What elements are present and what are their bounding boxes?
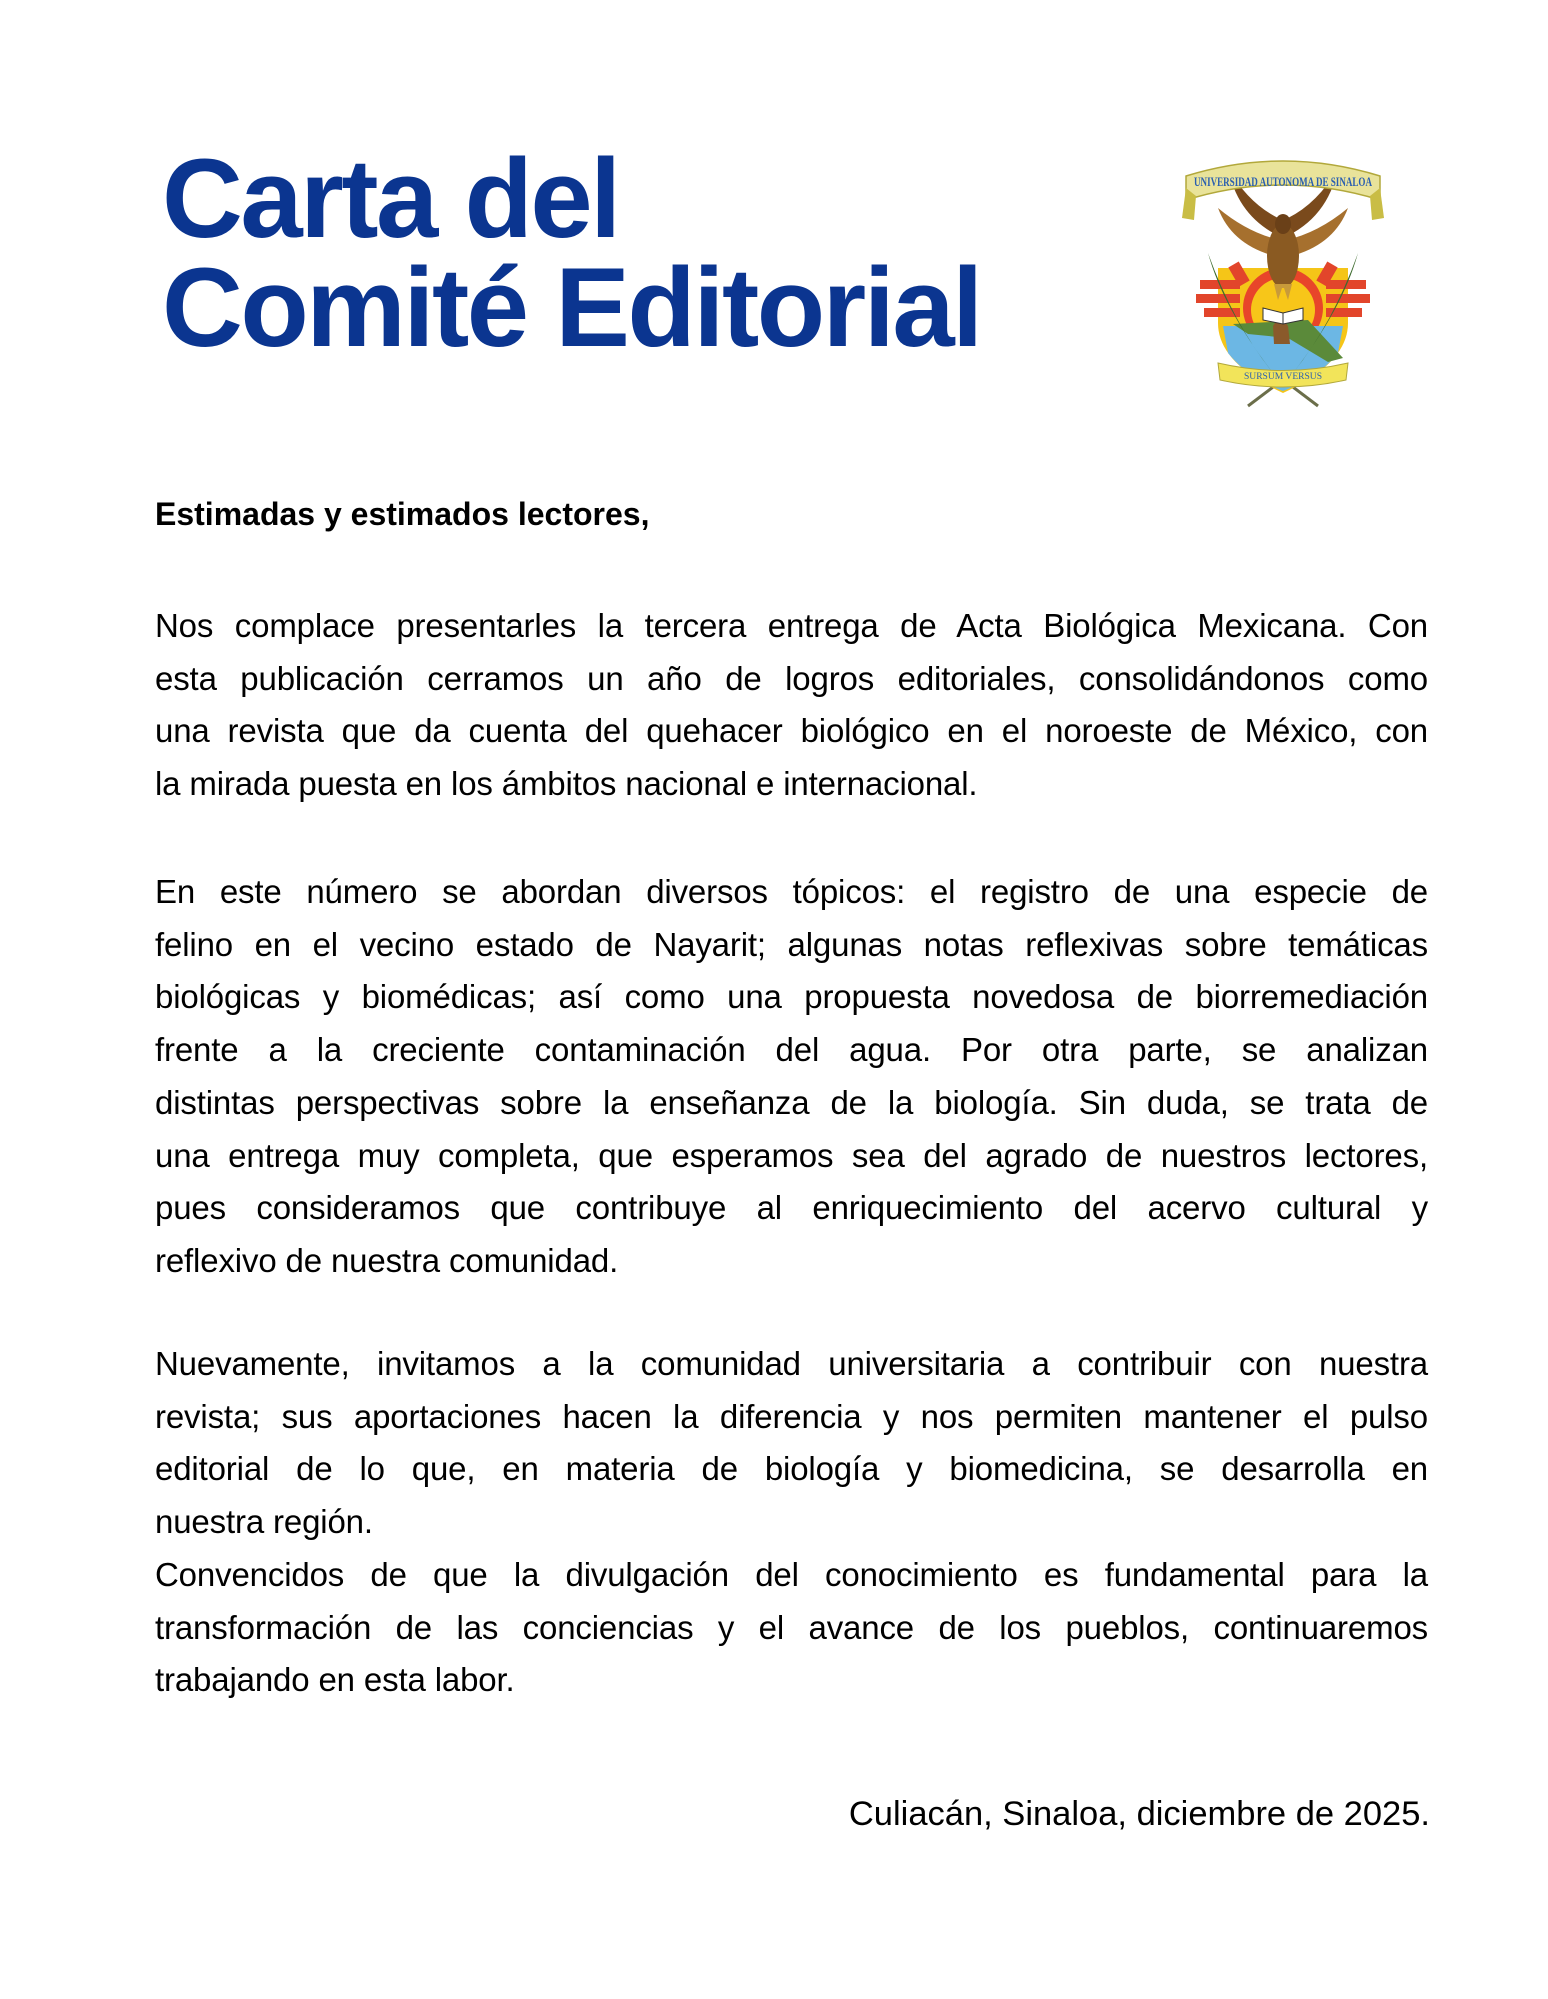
letter-paragraph-1 [155, 600, 1428, 811]
letter-signoff: Culiacán, Sinaloa, diciembre de 2025. [848, 1795, 1430, 1833]
paragraph-line: distintas perspectivas sobre la enseñanza de la biología. Sin duda, se trata de [155, 1083, 1428, 1121]
paragraph-line: la mirada puesta en los ámbitos nacional e internacional. [155, 765, 978, 803]
paragraph-line: nuestra región. [155, 1503, 373, 1541]
paragraph-line: En este número se abordan diversos tópicos: el registro de una especie de [155, 873, 1428, 910]
title-line-2: Comité Editorial [162, 245, 981, 370]
letter-greeting: Estimadas y estimados lectores, [155, 496, 650, 532]
paragraph-line: trabajando en esta labor. [155, 1661, 515, 1699]
paragraph-line: biológicas y biomédicas; así como una propuesta novedosa de biorremediación [155, 978, 1428, 1016]
paragraph-line: transformación de las conciencias y el avance de los pueblos, continuaremos [155, 1608, 1428, 1646]
page-title [162, 136, 981, 370]
paragraph-line: revista; sus aportaciones hacen la diferencia y nos permiten mantener el pulso [155, 1397, 1428, 1435]
seal-motto-text: SURSUM VERSUS [1244, 372, 1322, 382]
paragraph-line: una revista que da cuenta del quehacer biológico en el noroeste de México, con [155, 712, 1428, 750]
paragraph-line: Convencidos de que la divulgación del conocimiento es fundamental para la [155, 1555, 1428, 1593]
paragraph-line: una entrega muy completa, que esperamos sea del agrado de nuestros lectores, [155, 1136, 1428, 1174]
title-line-1: Carta del [162, 136, 619, 261]
seal-banner-text: UNIVERSIDAD AUTONOMA DE SINALOA [1194, 175, 1372, 189]
letter-paragraph-3 [155, 1338, 1428, 1707]
paragraph-line: Nuevamente, invitamos a la comunidad universitaria a contribuir con nuestra [155, 1345, 1428, 1382]
paragraph-line: Nos complace presentarles la tercera entrega de Acta Biológica Mexicana. Con [155, 607, 1428, 644]
paragraph-line: reflexivo de nuestra comunidad. [155, 1241, 619, 1279]
paragraph-line: pues consideramos que contribuye al enriquecimiento del acervo cultural y [155, 1189, 1428, 1227]
paragraph-line: frente a la creciente contaminación del agua. Por otra parte, se analizan [155, 1031, 1428, 1069]
paragraph-line: editorial de lo que, en materia de biología y biomedicina, se desarrolla en [155, 1450, 1428, 1488]
university-seal-logo [1178, 148, 1388, 410]
paragraph-line: felino en el vecino estado de Nayarit; algunas notas reflexivas sobre temáticas [155, 925, 1428, 963]
letter-paragraph-2 [155, 866, 1428, 1288]
paragraph-line: esta publicación cerramos un año de logros editoriales, consolidándonos como [155, 659, 1428, 697]
university-seal-icon [1178, 148, 1388, 410]
